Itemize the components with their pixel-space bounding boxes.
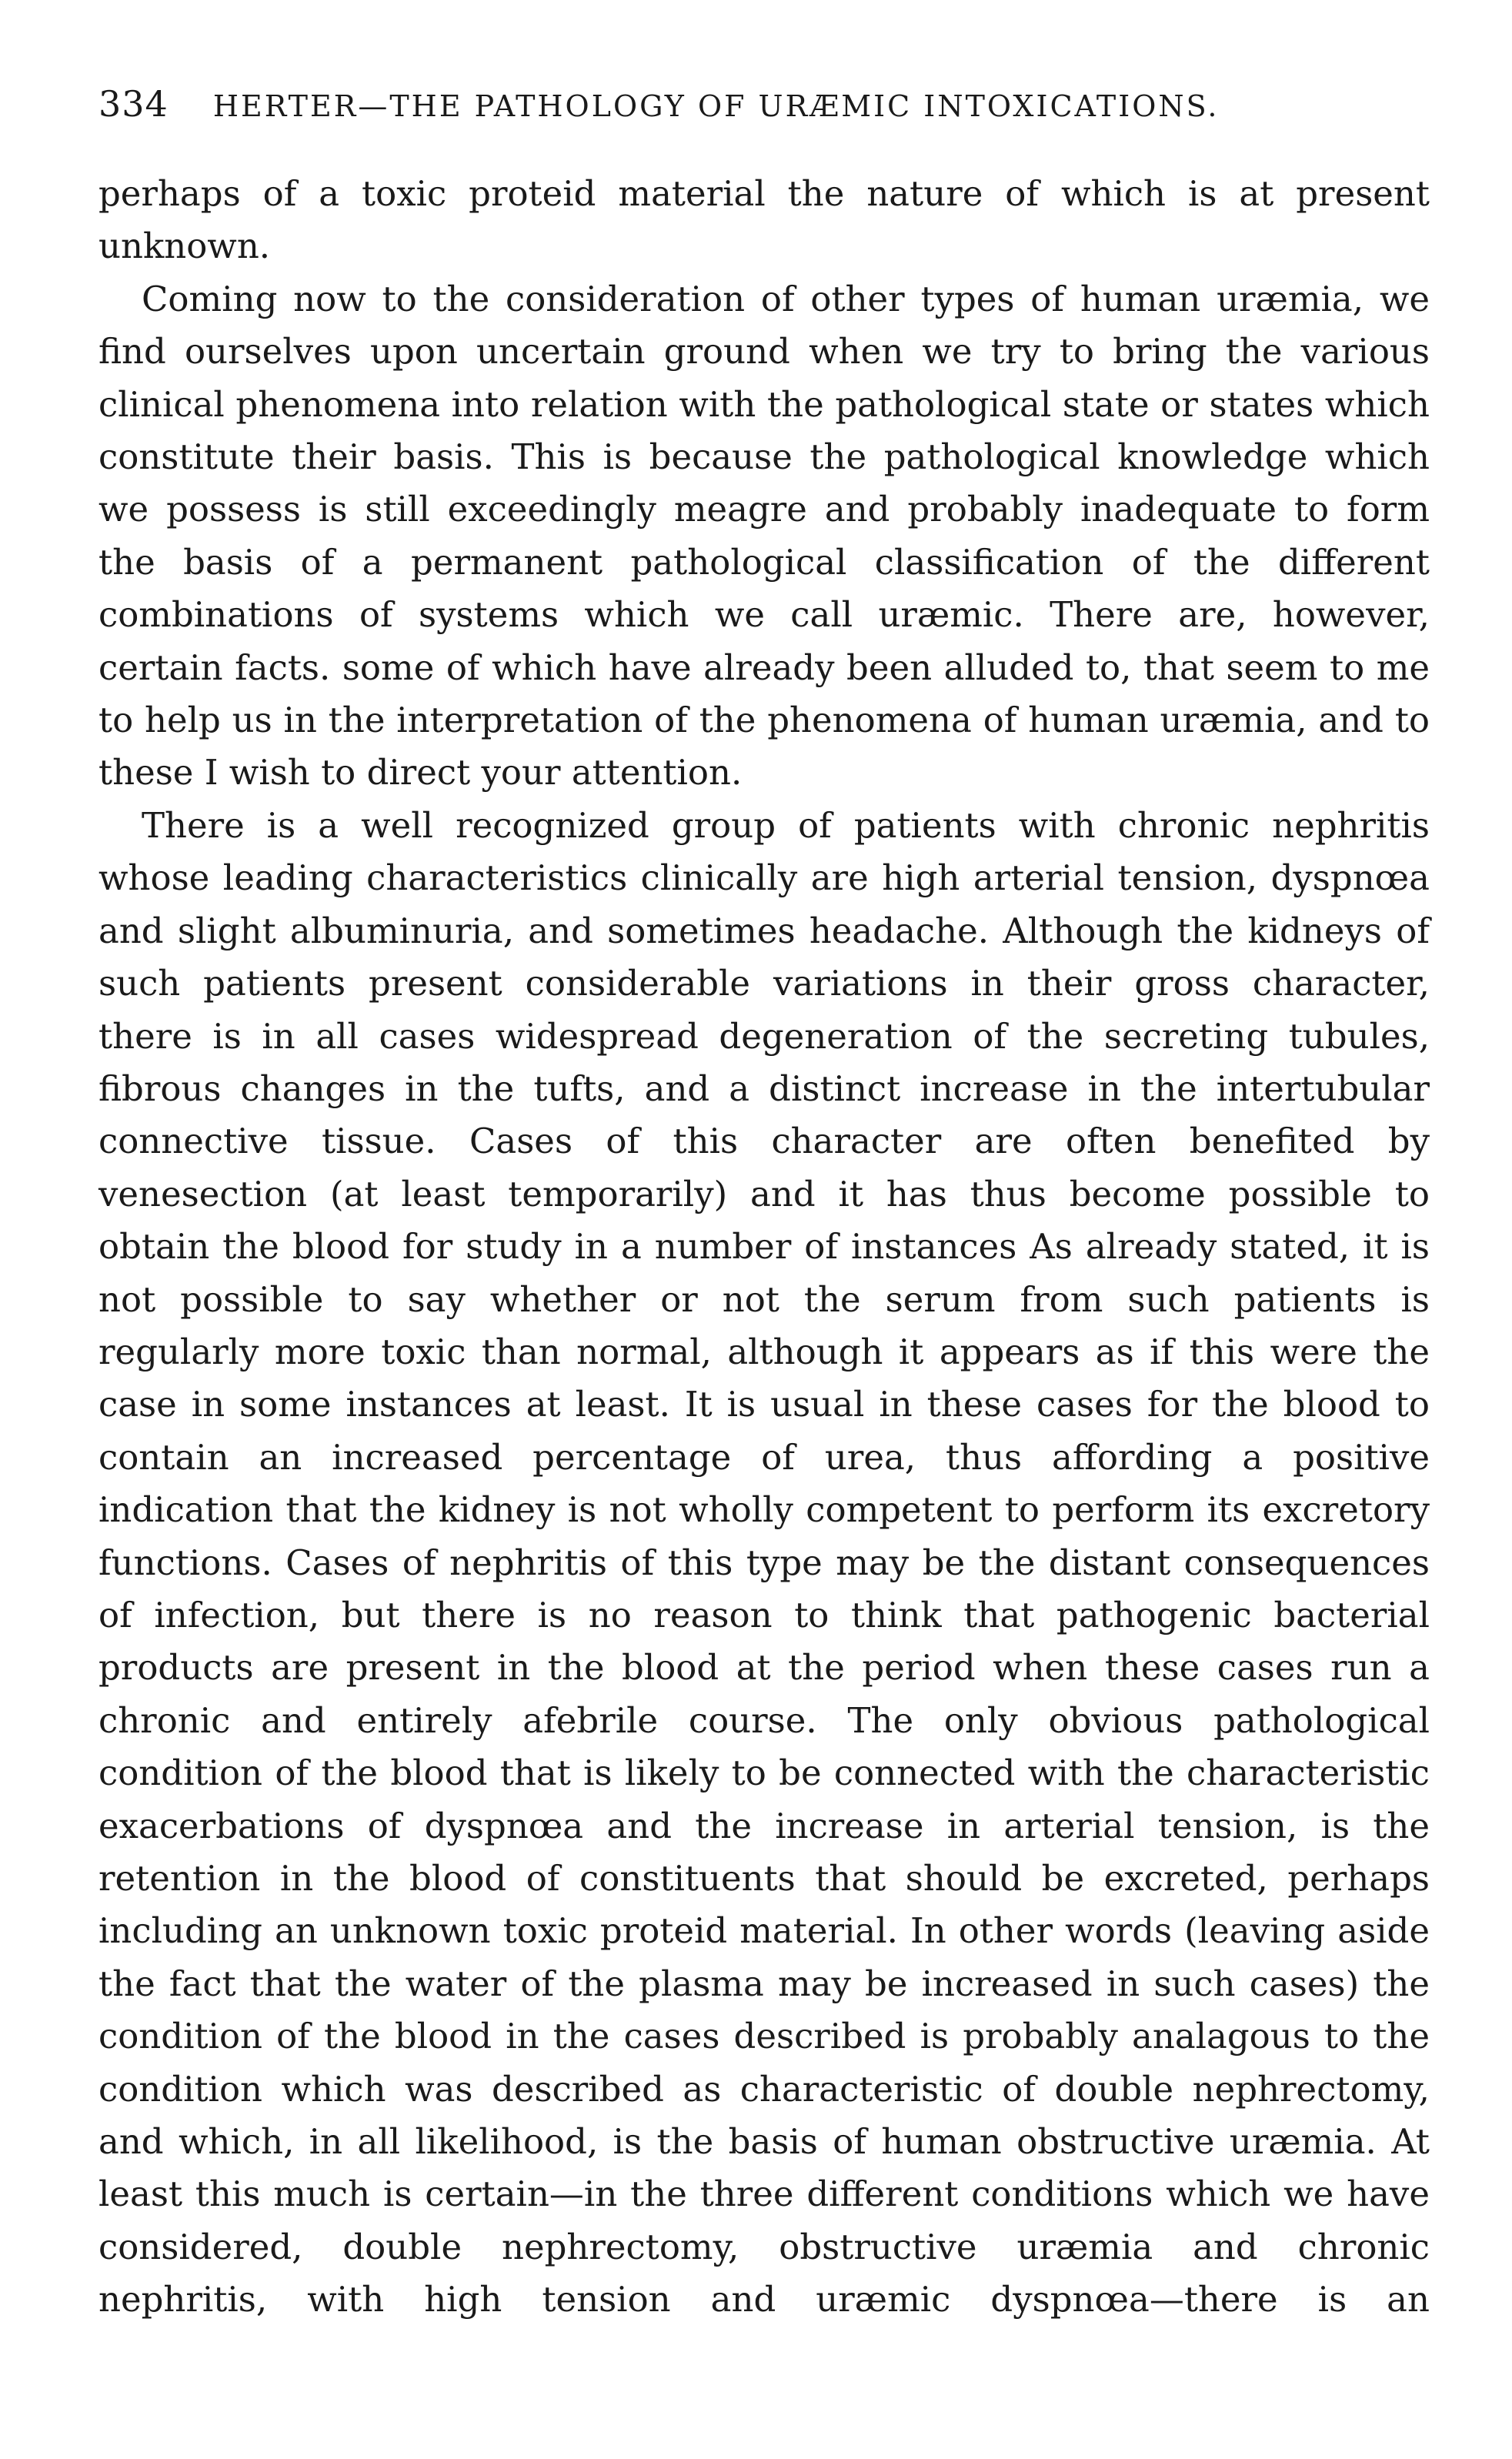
page-number: 334 [98,83,169,125]
running-head [98,83,1430,137]
page [98,83,1430,2327]
paragraph-uraemia-types: Coming now to the consideration of other types of human uræmia, we find ourselves upon uncertain ground when we try to bring the various clinical phenomena into relation with the pathological state or states which constitute their basis. This is because the pathological knowledge which we possess is still exceedingly meagre and probably inadequate to form the basis of a permanent pathological classification of the different combinations of systems which we call uræmic. There are, however, certain facts. some of which have already been alluded to, that seem to me to help us in the interpretation of the phenomena of human uræmia, and to these I wish to direct your attention. [98,278,1430,793]
running-title: HERTER—THE PATHOLOGY OF URÆMIC INTOXICATIONS. [212,89,1220,123]
paragraph-chronic-nephritis: There is a well recognized group of patients with chronic nephritis whose leading characteristics clinically are high arterial tension, dyspnœa and slight albuminuria, and sometimes headache. Although the kidneys of such patients present considerable variations in their gross character, there is in all cases widespread degeneration of the secreting tubules, fibrous changes in the tufts, and a distinct increase in the intertubular connective tissue. Cases of this character are often benefited by venesection (at least temporarily) and it has thus become possible to obtain the blood for study in a number of instances As already stated, it is not possible to say whether or not the serum from such patients is regularly more toxic than normal, although it appears as if this were the case in some instances at least. It is usual in these cases for the blood to contain an increased percentage of urea, thus affording a positive indication that the kidney is not wholly competent to perform its excretory functions. Cases of nephritis of this type may be the distant consequences of infection, but there is no reason to think that pathogenic bacterial products are present in the blood at the period when these cases run a chronic and entirely afebrile course. The only obvious pathological condition of the blood that is likely to be connected with the characteristic exacerbations of dyspnœa and the increase in arterial tension, is the retention in the blood of constituents that should be excreted, perhaps including an unknown toxic proteid material. In other words (leaving aside the fact that the water of the plasma may be increased in such cases) the condition of the blood in the cases described is probably analagous to the condition which was described as characteristic of double nephrectomy, and which, in all likelihood, is the basis of human obstructive uræmia. At least this much is certain—in the three different conditions which we have considered, double nephrectomy, obstructive uræmia and chronic nephritis, with high tension and uræmic dyspnœa—there is an [98,804,1430,2320]
paragraph-continuation: perhaps of a toxic proteid material the nature of which is at present unknown. [98,173,1430,267]
